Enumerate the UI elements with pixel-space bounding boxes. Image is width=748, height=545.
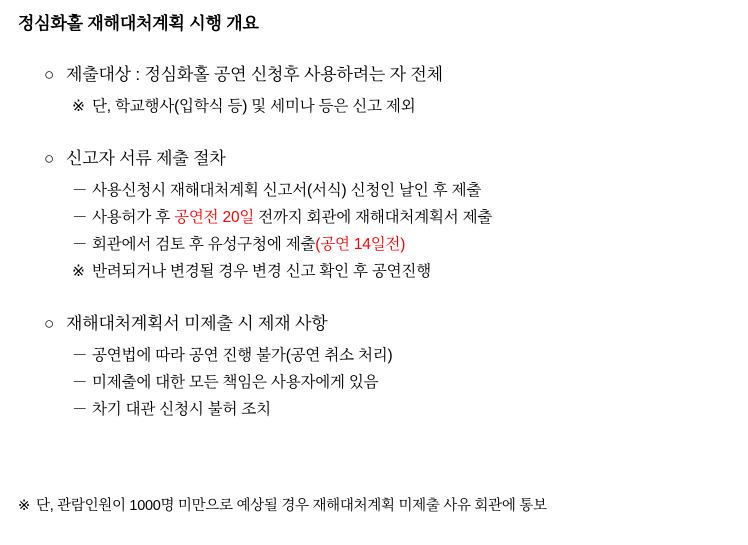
list-item xyxy=(72,369,734,396)
section-heading-text: 재해대처계획서 미제출 시 제재 사항 xyxy=(66,314,328,333)
section-heading-text: 제출대상 : 정심화홀 공연 신청후 사용하려는 자 전체 xyxy=(66,65,443,84)
page-title: 정심화홀 재해대처계획 시행 개요 xyxy=(18,14,259,33)
list-item xyxy=(72,258,734,285)
bullet-icon: ○ xyxy=(44,149,55,168)
list-item-text-after: 전까지 회관에 재해대처계획서 제출 xyxy=(254,209,493,226)
list-item-text-before: 사용허가 후 xyxy=(92,209,175,226)
highlight-text: 공연전 20일 xyxy=(174,209,255,226)
highlight-text: (공연 14일전) xyxy=(315,236,406,253)
list-item-text: 차기 대관 신청시 불허 조치 xyxy=(92,401,271,418)
sub-list xyxy=(14,342,734,423)
list-item-text: 반려되거나 변경될 경우 변경 신고 확인 후 공연진행 xyxy=(92,263,431,280)
list-item-text: 단, 학교행사(입학식 등) 및 세미나 등은 신고 제외 xyxy=(92,98,416,115)
section-heading-text: 신고자 서류 제출 절차 xyxy=(66,149,226,168)
note-mark-icon: ※ xyxy=(18,498,30,514)
sub-list xyxy=(14,93,734,120)
dash-mark-icon: － xyxy=(72,209,88,226)
section-heading xyxy=(44,311,734,336)
list-item xyxy=(72,177,734,204)
dash-mark-icon: － xyxy=(72,401,88,418)
list-item xyxy=(72,342,734,369)
dash-mark-icon: － xyxy=(72,347,88,364)
note-mark-icon: ※ xyxy=(72,98,85,115)
section-heading xyxy=(44,62,734,87)
list-item-text: 사용신청시 재해대처계획 신고서(서식) 신청인 날인 후 제출 xyxy=(92,182,482,199)
section-submission-target xyxy=(14,62,734,120)
section-penalties xyxy=(14,311,734,423)
bullet-icon: ○ xyxy=(44,314,55,333)
section-heading xyxy=(44,146,734,171)
note-mark-icon: ※ xyxy=(72,263,85,280)
list-item xyxy=(72,396,734,423)
list-item xyxy=(72,204,734,231)
dash-mark-icon: － xyxy=(72,236,88,253)
list-item-text: 공연법에 따라 공연 진행 불가(공연 취소 처리) xyxy=(92,347,393,364)
footnote-text: 단, 관람인원이 1000명 미만으로 예상될 경우 재해대처계획 미제출 사유 회관에 통보 xyxy=(36,498,547,514)
bullet-icon: ○ xyxy=(44,65,55,84)
dash-mark-icon: － xyxy=(72,374,88,391)
list-item xyxy=(72,93,734,120)
list-item-text-before: 회관에서 검토 후 유성구청에 제출 xyxy=(92,236,316,253)
sub-list xyxy=(14,177,734,285)
section-submission-procedure xyxy=(14,146,734,285)
footnote xyxy=(18,495,547,517)
list-item xyxy=(72,231,734,258)
list-item-text: 미제출에 대한 모든 책임은 사용자에게 있음 xyxy=(92,374,379,391)
dash-mark-icon: － xyxy=(72,182,88,199)
